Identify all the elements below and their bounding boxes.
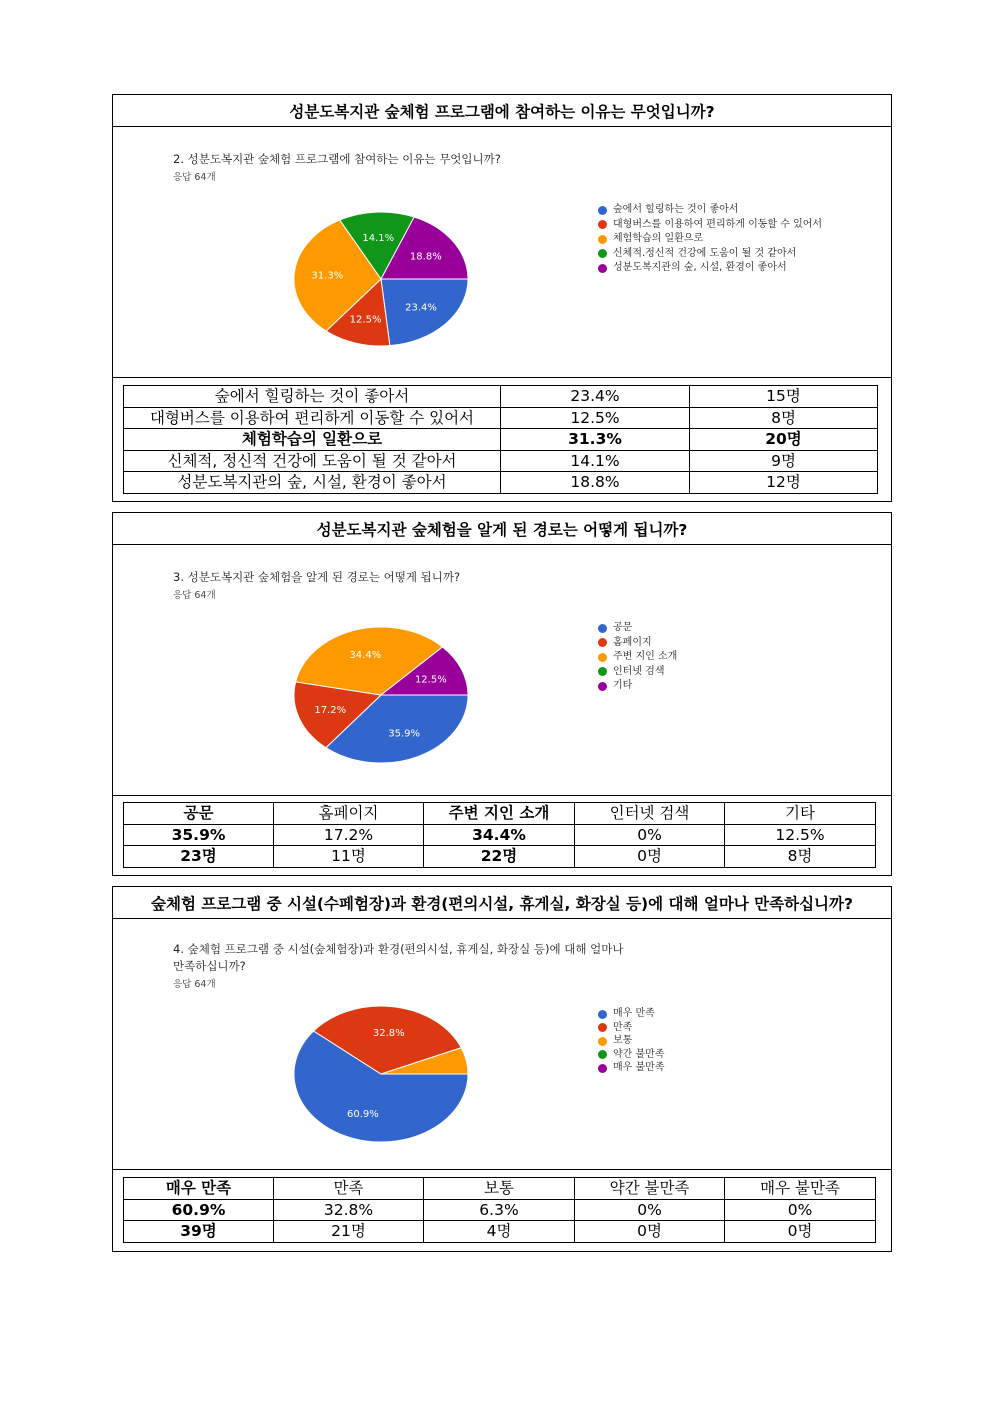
- table-cell: 매우 불만족: [725, 1178, 876, 1200]
- table-cell: 4명: [424, 1221, 575, 1243]
- table-cell: 18.8%: [501, 472, 690, 494]
- table-cell: 0명: [575, 1221, 725, 1243]
- table-cell: 35.9%: [124, 824, 274, 846]
- chart-legend: [598, 622, 833, 695]
- legend-label: 숲에서 힐링하는 것이 좋아서: [613, 204, 739, 215]
- legend-label: 만족: [613, 1021, 633, 1033]
- chart-area: [113, 919, 891, 1170]
- legend-swatch-orange: [598, 1037, 607, 1046]
- legend-item: [598, 1022, 833, 1034]
- table-cell: 11명: [274, 846, 424, 868]
- table-cell: 숲에서 힐링하는 것이 좋아서: [124, 386, 501, 408]
- table-row: [124, 429, 878, 451]
- response-count: 응답 64개: [173, 590, 216, 601]
- table-cell: 매우 만족: [124, 1178, 274, 1200]
- legend-item: [598, 1062, 833, 1074]
- legend-swatch-purple: [598, 1064, 607, 1073]
- chart-legend: [598, 1008, 833, 1076]
- legend-label: 홈페이지: [613, 636, 652, 648]
- chart-area: [113, 545, 891, 796]
- table-cell: 39명: [124, 1221, 274, 1243]
- table-cell: 성분도복지관의 숲, 시설, 환경이 좋아서: [124, 472, 501, 494]
- legend-swatch-red: [598, 1023, 607, 1032]
- legend-item: [598, 204, 833, 216]
- table-row: [124, 803, 876, 825]
- question-text-line-1: 4. 숲체험 프로그램 중 시설(숲체험장)과 환경(편의시설, 휴게실, 화장실 등)에 대해 얼마나: [173, 942, 624, 956]
- legend-item: [598, 1035, 833, 1047]
- table-cell: 17.2%: [274, 824, 424, 846]
- legend-item: [598, 680, 833, 692]
- legend-swatch-purple: [598, 682, 607, 691]
- legend-item: [598, 1008, 833, 1020]
- legend-label: 성분도복지관의 숲, 시설, 환경이 좋아서: [613, 262, 787, 273]
- table-cell: 32.8%: [274, 1199, 424, 1221]
- legend-item: [598, 1049, 833, 1061]
- table-cell: 34.4%: [424, 824, 575, 846]
- question-text-line-2: 만족하십니까?: [173, 959, 246, 973]
- table-cell: 12.5%: [725, 824, 876, 846]
- pie-chart: [293, 1004, 469, 1144]
- legend-item: [598, 262, 833, 274]
- table-cell: 21명: [274, 1221, 424, 1243]
- legend-swatch-orange: [598, 653, 607, 662]
- survey-section-q2: [112, 94, 892, 502]
- table-cell: 인터넷 검색: [575, 803, 725, 825]
- legend-label: 약간 불만족: [613, 1048, 665, 1060]
- results-table: [123, 802, 876, 868]
- section-title: 성분도복지관 숲체험 프로그램에 참여하는 이유는 무엇입니까?: [113, 95, 891, 127]
- legend-item: [598, 233, 833, 245]
- table-cell: 20명: [690, 429, 878, 451]
- table-cell: 60.9%: [124, 1199, 274, 1221]
- pie-slice-label: 18.8%: [409, 251, 442, 263]
- table-cell: 12명: [690, 472, 878, 494]
- pie-slice-label: 12.5%: [349, 314, 382, 326]
- pie-slice-label: 23.4%: [405, 302, 437, 314]
- table-row: [124, 472, 878, 494]
- legend-item: [598, 622, 833, 634]
- table-row: [124, 407, 878, 429]
- legend-label: 매우 불만족: [613, 1062, 665, 1073]
- pie-slice-label: 12.5%: [414, 674, 447, 686]
- pie-slice-label: 32.8%: [372, 1027, 405, 1039]
- survey-section-q4: [112, 886, 892, 1252]
- pie-slice-label: 31.3%: [311, 270, 344, 282]
- legend-item: [598, 637, 833, 649]
- legend-label: 기타: [613, 680, 633, 691]
- survey-section-q3: [112, 512, 892, 876]
- pie-slice-label: 35.9%: [388, 728, 421, 740]
- table-cell: 23명: [124, 846, 274, 868]
- legend-swatch-red: [598, 638, 607, 647]
- table-cell: 0%: [725, 1199, 876, 1221]
- table-cell: 홈페이지: [274, 803, 424, 825]
- table-cell: 15명: [690, 386, 878, 408]
- table-cell: 체험학습의 일환으로: [124, 429, 501, 451]
- response-count: 응답 64개: [173, 979, 216, 990]
- legend-item: [598, 666, 833, 678]
- table-cell: 보통: [424, 1178, 575, 1200]
- legend-label: 보통: [613, 1035, 633, 1046]
- legend-swatch-red: [598, 220, 607, 229]
- legend-item: [598, 219, 833, 231]
- table-cell: 14.1%: [501, 450, 690, 472]
- legend-label: 신체적.정신적 건강에 도움이 될 것 같아서: [613, 247, 797, 259]
- table-cell: 공문: [124, 803, 274, 825]
- pie-slice-label: 17.2%: [314, 704, 347, 716]
- table-cell: 12.5%: [501, 407, 690, 429]
- table-row: [124, 450, 878, 472]
- legend-swatch-green: [598, 1050, 607, 1059]
- table-cell: 0명: [575, 846, 725, 868]
- table-row: [124, 1178, 876, 1200]
- legend-label: 대형버스를 이용하여 편리하게 이동할 수 있어서: [613, 218, 823, 230]
- table-row: [124, 386, 878, 408]
- table-cell: 22명: [424, 846, 575, 868]
- chart-legend: [598, 204, 833, 277]
- legend-swatch-green: [598, 249, 607, 258]
- legend-item: [598, 248, 833, 260]
- legend-swatch-blue: [598, 1010, 607, 1019]
- pie-slice-label: 34.4%: [349, 650, 382, 662]
- table-row: [124, 1221, 876, 1243]
- pie-chart: [293, 625, 469, 765]
- pie-slice-label: 14.1%: [362, 233, 395, 245]
- table-cell: 약간 불만족: [575, 1178, 725, 1200]
- legend-label: 공문: [613, 622, 633, 633]
- pie-slice-label: 60.9%: [346, 1109, 379, 1121]
- table-cell: 23.4%: [501, 386, 690, 408]
- table-cell: 31.3%: [501, 429, 690, 451]
- legend-label: 인터넷 검색: [613, 665, 665, 677]
- legend-swatch-purple: [598, 264, 607, 273]
- table-cell: 0명: [725, 1221, 876, 1243]
- chart-area: [113, 127, 891, 378]
- table-row: [124, 824, 876, 846]
- table-cell: 기타: [725, 803, 876, 825]
- section-title: 숲체험 프로그램 중 시설(수페험장)과 환경(편의시설, 휴게실, 화장실 등)에 대해 얼마나 만족하십니까?: [113, 887, 891, 919]
- table-cell: 6.3%: [424, 1199, 575, 1221]
- table-cell: 0%: [575, 1199, 725, 1221]
- legend-swatch-green: [598, 667, 607, 676]
- legend-label: 매우 만족: [613, 1008, 655, 1019]
- pie-chart: [293, 211, 469, 347]
- table-cell: 만족: [274, 1178, 424, 1200]
- table-cell: 대형버스를 이용하여 편리하게 이동할 수 있어서: [124, 407, 501, 429]
- question-text: 3. 성분도복지관 숲체험을 알게 된 경로는 어떻게 됩니까?: [173, 570, 461, 584]
- section-title: 성분도복지관 숲체험을 알게 된 경로는 어떻게 됩니까?: [113, 513, 891, 545]
- legend-label: 주변 지인 소개: [613, 651, 678, 662]
- table-cell: 신체적, 정신적 건강에 도움이 될 것 같아서: [124, 450, 501, 472]
- legend-item: [598, 651, 833, 663]
- table-row: [124, 846, 876, 868]
- legend-swatch-orange: [598, 235, 607, 244]
- legend-swatch-blue: [598, 206, 607, 215]
- table-cell: 8명: [690, 407, 878, 429]
- results-table: [123, 385, 878, 494]
- table-cell: 9명: [690, 450, 878, 472]
- response-count: 응답 64개: [173, 172, 216, 183]
- table-cell: 8명: [725, 846, 876, 868]
- legend-swatch-blue: [598, 624, 607, 633]
- table-row: [124, 1199, 876, 1221]
- table-cell: 주변 지인 소개: [424, 803, 575, 825]
- table-cell: 0%: [575, 824, 725, 846]
- legend-label: 체험학습의 일환으로: [613, 233, 704, 244]
- question-text: 2. 성분도복지관 숲체험 프로그램에 참여하는 이유는 무엇입니까?: [173, 152, 501, 166]
- results-table: [123, 1177, 876, 1243]
